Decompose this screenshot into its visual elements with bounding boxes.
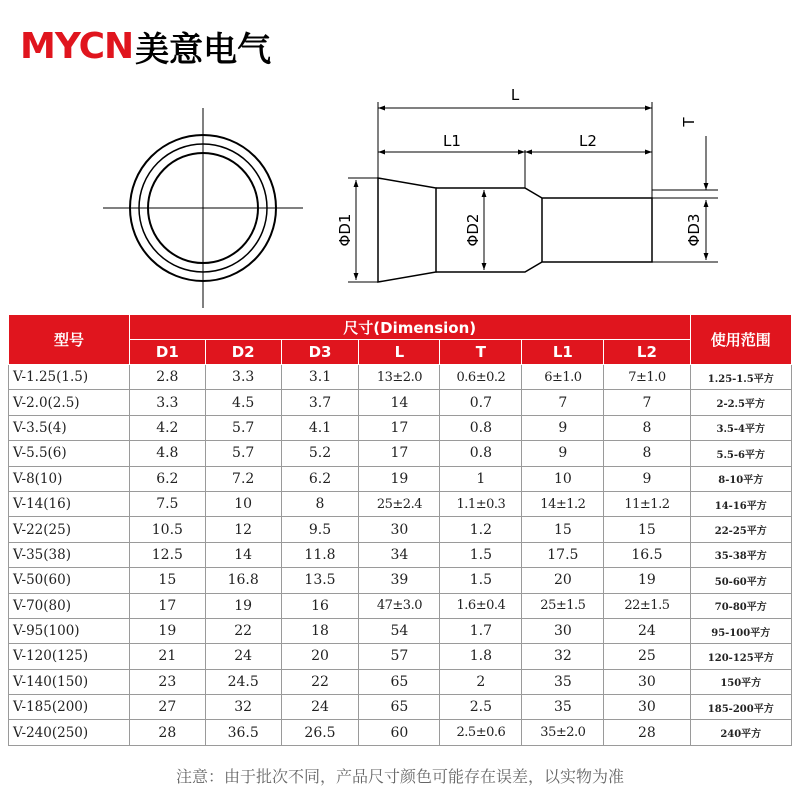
cell-model: V-5.5(6) — [9, 441, 130, 466]
cell-model: V-95(100) — [9, 618, 130, 643]
table-row — [9, 466, 792, 491]
cell-l1: 15 — [522, 517, 604, 542]
dimension-lines — [356, 108, 706, 280]
label-L2: L2 — [579, 132, 597, 150]
cell-usage-range: 150平方 — [690, 669, 792, 694]
cell-d3: 3.7 — [281, 390, 359, 415]
cell-t: 1.2 — [440, 517, 522, 542]
cell-d2: 19 — [205, 593, 281, 618]
table-row — [9, 695, 792, 720]
cell-l1: 35 — [522, 695, 604, 720]
cell-l2: 8 — [604, 415, 690, 440]
side-view-entry-sleeve — [378, 178, 436, 282]
cell-l2: 30 — [604, 695, 690, 720]
cell-l: 65 — [359, 669, 440, 694]
cell-d2: 36.5 — [205, 720, 281, 745]
cell-l1: 17.5 — [522, 542, 604, 567]
cell-l: 13±2.0 — [359, 365, 440, 390]
cell-model: V-35(38) — [9, 542, 130, 567]
cell-d2: 24.5 — [205, 669, 281, 694]
cell-l1: 30 — [522, 618, 604, 643]
cell-l2: 16.5 — [604, 542, 690, 567]
cell-d2: 24 — [205, 644, 281, 669]
cell-model: V-240(250) — [9, 720, 130, 745]
cell-t: 0.8 — [440, 415, 522, 440]
cell-usage-range: 14-16平方 — [690, 491, 792, 516]
cell-l2: 9 — [604, 466, 690, 491]
table-row — [9, 415, 792, 440]
cell-t: 0.8 — [440, 441, 522, 466]
cell-d1: 28 — [129, 720, 205, 745]
cell-t: 1.7 — [440, 618, 522, 643]
cell-model: V-3.5(4) — [9, 415, 130, 440]
footnote: 注意：由于批次不同，产品尺寸颜色可能存在误差，以实物为准 — [175, 767, 624, 786]
cell-d1: 3.3 — [129, 390, 205, 415]
cell-d3: 11.8 — [281, 542, 359, 567]
cell-d3: 22 — [281, 669, 359, 694]
cell-model: V-185(200) — [9, 695, 130, 720]
cell-d1: 10.5 — [129, 517, 205, 542]
cell-d2: 10 — [205, 491, 281, 516]
cell-d1: 19 — [129, 618, 205, 643]
cell-usage-range: 95-100平方 — [690, 618, 792, 643]
cell-l2: 11±1.2 — [604, 491, 690, 516]
cell-d2: 12 — [205, 517, 281, 542]
cell-l2: 30 — [604, 669, 690, 694]
cell-d1: 12.5 — [129, 542, 205, 567]
cell-d1: 2.8 — [129, 365, 205, 390]
header-model: 型号 — [9, 315, 130, 365]
cell-t: 1.6±0.4 — [440, 593, 522, 618]
table-row — [9, 644, 792, 669]
cell-usage-range: 8-10平方 — [690, 466, 792, 491]
cell-d1: 4.8 — [129, 441, 205, 466]
cell-t: 1 — [440, 466, 522, 491]
label-D3: ΦD3 — [685, 213, 703, 247]
table-header — [9, 315, 792, 365]
cell-d2: 14 — [205, 542, 281, 567]
cell-l1: 35 — [522, 669, 604, 694]
cell-usage-range: 1.25-1.5平方 — [690, 365, 792, 390]
cell-t: 2 — [440, 669, 522, 694]
header-col-t: T — [440, 340, 522, 365]
cell-l: 65 — [359, 695, 440, 720]
cell-l1: 9 — [522, 415, 604, 440]
cell-l: 17 — [359, 441, 440, 466]
cell-l2: 7 — [604, 390, 690, 415]
cell-usage-range: 5.5-6平方 — [690, 441, 792, 466]
cell-l: 25±2.4 — [359, 491, 440, 516]
cell-l: 30 — [359, 517, 440, 542]
cell-model: V-14(16) — [9, 491, 130, 516]
cell-usage-range: 185-200平方 — [690, 695, 792, 720]
cell-d1: 15 — [129, 568, 205, 593]
cell-l: 57 — [359, 644, 440, 669]
cell-l2: 28 — [604, 720, 690, 745]
cell-l1: 7 — [522, 390, 604, 415]
table-row — [9, 365, 792, 390]
cell-l: 54 — [359, 618, 440, 643]
cell-d2: 5.7 — [205, 441, 281, 466]
cell-l1: 35±2.0 — [522, 720, 604, 745]
specification-table — [8, 314, 792, 746]
cell-t: 1.1±0.3 — [440, 491, 522, 516]
cell-model: V-2.0(2.5) — [9, 390, 130, 415]
cell-d3: 5.2 — [281, 441, 359, 466]
table-row — [9, 669, 792, 694]
header-col-d2: D2 — [205, 340, 281, 365]
header-col-l: L — [359, 340, 440, 365]
header-usage-range: 使用范围 — [690, 315, 792, 365]
cell-l1: 10 — [522, 466, 604, 491]
cell-l2: 15 — [604, 517, 690, 542]
brand-latin-text: MYCN — [20, 26, 134, 67]
cell-t: 1.8 — [440, 644, 522, 669]
cell-d2: 16.8 — [205, 568, 281, 593]
table-body — [9, 365, 792, 746]
cell-l1: 6±1.0 — [522, 365, 604, 390]
cell-d1: 6.2 — [129, 466, 205, 491]
end-view-drawing — [103, 108, 303, 308]
table-row — [9, 593, 792, 618]
table-row — [9, 542, 792, 567]
label-L1: L1 — [443, 132, 461, 150]
cell-l1: 32 — [522, 644, 604, 669]
cell-d1: 21 — [129, 644, 205, 669]
cell-d1: 27 — [129, 695, 205, 720]
table-row — [9, 568, 792, 593]
cell-t: 1.5 — [440, 568, 522, 593]
cell-l: 14 — [359, 390, 440, 415]
cell-l: 19 — [359, 466, 440, 491]
table-row — [9, 441, 792, 466]
header-col-l1: L1 — [522, 340, 604, 365]
cell-usage-range: 2-2.5平方 — [690, 390, 792, 415]
cell-usage-range: 3.5-4平方 — [690, 415, 792, 440]
cell-d3: 16 — [281, 593, 359, 618]
table-row — [9, 720, 792, 745]
cell-d1: 7.5 — [129, 491, 205, 516]
brand-chinese-text: 美意电气 — [135, 30, 272, 70]
cell-l: 34 — [359, 542, 440, 567]
cell-usage-range: 240平方 — [690, 720, 792, 745]
brand-logo — [20, 22, 272, 70]
cell-l2: 25 — [604, 644, 690, 669]
cell-l2: 19 — [604, 568, 690, 593]
cell-d2: 5.7 — [205, 415, 281, 440]
cell-d3: 4.1 — [281, 415, 359, 440]
cell-d2: 22 — [205, 618, 281, 643]
cell-d3: 8 — [281, 491, 359, 516]
cell-l1: 25±1.5 — [522, 593, 604, 618]
label-D2: ΦD2 — [464, 213, 482, 247]
cell-l2: 8 — [604, 441, 690, 466]
cell-t: 1.5 — [440, 542, 522, 567]
header-col-d3: D3 — [281, 340, 359, 365]
cell-model: V-1.25(1.5) — [9, 365, 130, 390]
terminal-dimension-diagram — [0, 80, 800, 320]
cell-d3: 3.1 — [281, 365, 359, 390]
cell-d3: 6.2 — [281, 466, 359, 491]
cell-model: V-22(25) — [9, 517, 130, 542]
table-row — [9, 517, 792, 542]
table-row — [9, 618, 792, 643]
cell-l: 39 — [359, 568, 440, 593]
cell-model: V-70(80) — [9, 593, 130, 618]
label-T: T — [680, 117, 698, 127]
header-col-d1: D1 — [129, 340, 205, 365]
table-row — [9, 390, 792, 415]
label-D1: ΦD1 — [336, 213, 354, 247]
cell-d2: 4.5 — [205, 390, 281, 415]
cell-l2: 24 — [604, 618, 690, 643]
cell-usage-range: 35-38平方 — [690, 542, 792, 567]
cell-usage-range: 120-125平方 — [690, 644, 792, 669]
cell-model: V-8(10) — [9, 466, 130, 491]
side-view-drawing — [348, 102, 718, 282]
cell-d2: 7.2 — [205, 466, 281, 491]
cell-l1: 20 — [522, 568, 604, 593]
cell-d3: 18 — [281, 618, 359, 643]
cell-l1: 9 — [522, 441, 604, 466]
cell-t: 0.6±0.2 — [440, 365, 522, 390]
cell-d3: 9.5 — [281, 517, 359, 542]
cell-d2: 32 — [205, 695, 281, 720]
header-dimension: 尺寸(Dimension) — [129, 315, 690, 340]
cell-t: 2.5±0.6 — [440, 720, 522, 745]
cell-usage-range: 22-25平方 — [690, 517, 792, 542]
header-col-l2: L2 — [604, 340, 690, 365]
cell-model: V-50(60) — [9, 568, 130, 593]
cell-l: 60 — [359, 720, 440, 745]
cell-d3: 26.5 — [281, 720, 359, 745]
cell-usage-range: 70-80平方 — [690, 593, 792, 618]
cell-l: 17 — [359, 415, 440, 440]
cell-t: 2.5 — [440, 695, 522, 720]
cell-t: 0.7 — [440, 390, 522, 415]
cell-l2: 7±1.0 — [604, 365, 690, 390]
cell-l1: 14±1.2 — [522, 491, 604, 516]
cell-d3: 24 — [281, 695, 359, 720]
cell-l2: 22±1.5 — [604, 593, 690, 618]
cell-d3: 20 — [281, 644, 359, 669]
cell-model: V-140(150) — [9, 669, 130, 694]
label-L: L — [510, 86, 520, 104]
cell-d1: 23 — [129, 669, 205, 694]
cell-model: V-120(125) — [9, 644, 130, 669]
cell-d2: 3.3 — [205, 365, 281, 390]
cell-d1: 17 — [129, 593, 205, 618]
cell-usage-range: 50-60平方 — [690, 568, 792, 593]
table-row — [9, 491, 792, 516]
cell-l: 47±3.0 — [359, 593, 440, 618]
cell-d3: 13.5 — [281, 568, 359, 593]
cell-d1: 4.2 — [129, 415, 205, 440]
